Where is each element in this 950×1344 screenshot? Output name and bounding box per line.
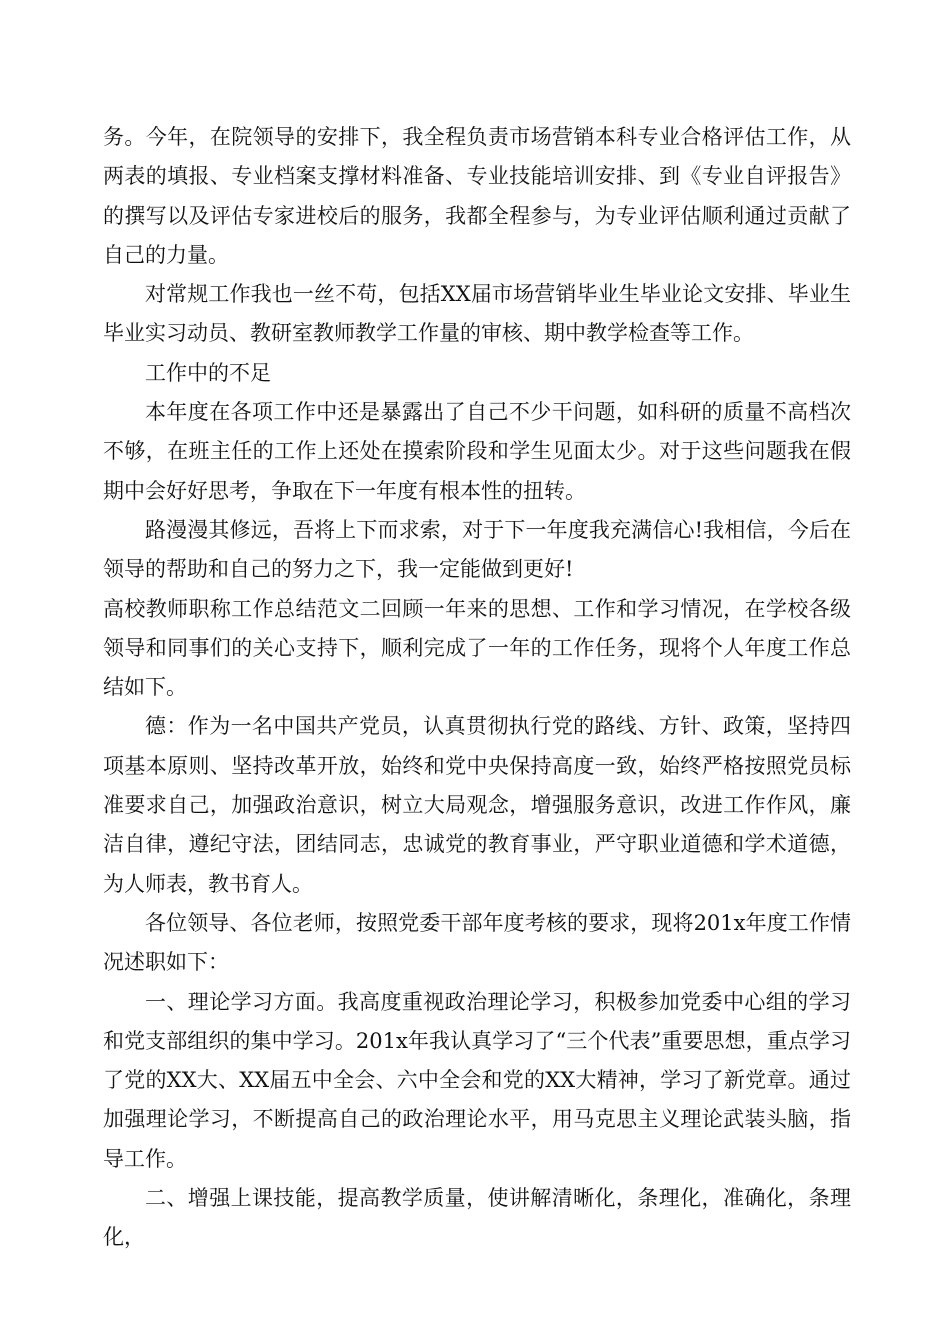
paragraph-8: 各位领导、各位老师，按照党委干部年度考核的要求，现将201x年度工作情况述职如下：	[103, 910, 851, 975]
paragraph-1: 务。今年，在院领导的安排下，我全程负责市场营销本科专业合格评估工作，从两表的填报、专业档案支撑材料准备、专业技能培训安排、到《专业自评报告》的撰写以及评估专家进校后的服务，我都全程参与，为专业评估顺利通过贡献了自己的力量。	[103, 125, 851, 267]
paragraph-5: 路漫漫其修远，吾将上下而求索，对于下一年度我充满信心!我相信，今后在领导的帮助和自己的努力之下，我一定能做到更好!	[103, 517, 851, 582]
section-heading-shortcomings: 工作中的不足	[145, 360, 271, 385]
document-body	[103, 118, 851, 1258]
paragraph-6: 高校教师职称工作总结范文二回顾一年来的思想、工作和学习情况，在学校各级领导和同事们的关心支持下，顺利完成了一年的工作任务，现将个人年度工作总结如下。	[103, 596, 851, 700]
paragraph-10: 二、增强上课技能，提高教学质量，使讲解清晰化，条理化，准确化，条理化，	[103, 1186, 851, 1250]
paragraph-9: 一、理论学习方面。我高度重视政治理论学习，积极参加党委中心组的学习和党支部组织的集中学习。201x年我认真学习了“三个代表”重要思想，重点学习了党的XX大、XX届五中全会、六中全会和党的XX大精神，学习了新党章。通过加强理论学习，不断提高自己的政治理论水平，用马克思主义理论武装头脑，指导工作。	[103, 989, 851, 1171]
paragraph-4: 本年度在各项工作中还是暴露出了自己不少干问题，如科研的质量不高档次不够，在班主任的工作上还处在摸索阶段和学生见面太少。对于这些问题我在假期中会好好思考，争取在下一年度有根本性的扭转。	[103, 400, 851, 503]
paragraph-7: 德：作为一名中国共产党员，认真贯彻执行党的路线、方针、政策，坚持四项基本原则、坚持改革开放，始终和党中央保持高度一致，始终严格按照党员标准要求自己，加强政治意识，树立大局观念，增强服务意识，改进工作作风，廉洁自律，遵纪守法，团结同志，忠诚党的教育事业，严守职业道德和学术道德，为人师表，教书育人。	[103, 714, 851, 896]
paragraph-2: 对常规工作我也一丝不苟，包括XX届市场营销毕业生毕业论文安排、毕业生毕业实习动员、教研室教师教学工作量的审核、期中教学检查等工作。	[103, 282, 851, 346]
